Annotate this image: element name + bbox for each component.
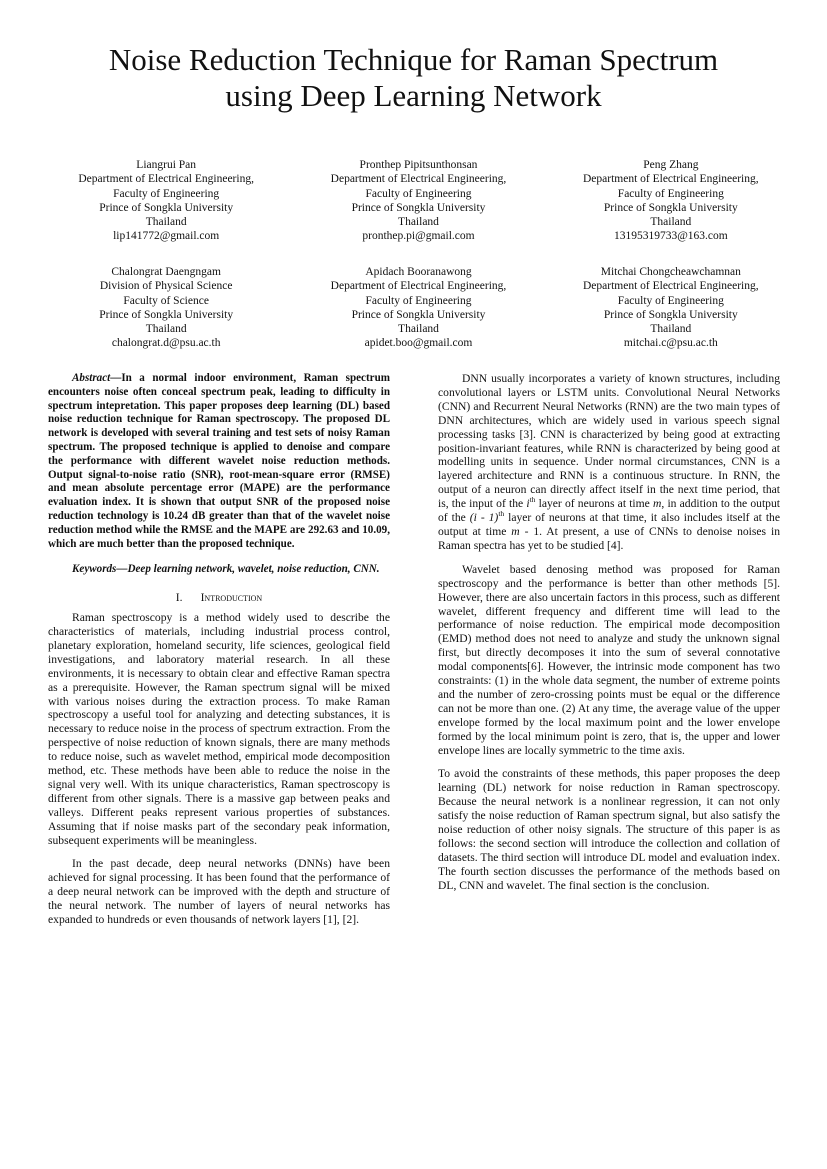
text-run: layer of neurons at that time, it also includes itself at the output at time	[438, 511, 781, 538]
author-block	[40, 158, 292, 244]
section-heading	[48, 591, 390, 605]
author-name: Apidach Booranawong	[365, 266, 472, 278]
dnn-paragraph	[438, 372, 780, 553]
author-faculty: Faculty of Engineering	[113, 187, 220, 200]
author-faculty: Faculty of Science	[123, 294, 209, 307]
author-country: Thailand	[145, 216, 187, 229]
section-title: Introduction	[200, 591, 263, 605]
title-line-2: using Deep Learning Network	[225, 78, 602, 113]
author-email: apidet.boo@gmail.com	[364, 337, 473, 350]
author-univ: Prince of Songkla University	[99, 308, 234, 321]
text-run: layer of neurons at time	[535, 497, 653, 511]
approach-paragraph: To avoid the constraints of these methods, this paper proposes the deep learning (DL) network for noise reduction in Raman spectroscopy. Because the neural network is a nonlinear regression, it can not only satisfy the noise reduction of Raman spectrum signal, but also satisfy the noise reduction of other noisy signals. The structure of this paper is as follows: the second section will introduce the collection and collation of datasets. The third section will introduce DL model and evaluation index. The fourth section discusses the performance of the methods based on DL, CNN and wavelet. The final section is the conclusion.	[438, 767, 780, 892]
paper-title	[40, 42, 787, 114]
author-block	[545, 158, 797, 244]
author-faculty: Faculty of Engineering	[617, 187, 724, 200]
author-dept: Department of Electrical Engineering,	[78, 173, 254, 186]
author-email: mitchai.c@psu.ac.th	[623, 337, 718, 350]
intro-paragraph-1: Raman spectroscopy is a method widely used to describe the characteristics of materials, including industrial process control, planetary exploration, homeland security, life sciences, geological field investigations, and laboratory material research. In all these environments, it is necessary to obtain clear and effective Raman spectra as a prerequisite. However, the Raman spectrum signal will be mixed with various noises during the extraction process. To make Raman spectroscopy a useful tool for analyzing and detecting substances, it is necessary to reduce noise in the process of spectrum extraction. From the perspective of noise reduction of known signals, there are many methods to reduce noise, such as wavelet method, empirical mode decomposition method, etc. These methods have been able to reduce the noise in the signal very well. With its unique characteristics, Raman spectroscopy is different from other signals. There is a massive gap between peaks and valleys. Different peaks represent various properties of substances. Assuming that if noise masks part of the secondary peak information, subsequent experiments will be meaningless.	[48, 611, 390, 847]
author-block	[545, 265, 797, 351]
author-univ: Prince of Songkla University	[351, 308, 486, 321]
left-column	[48, 372, 390, 927]
keywords-label: Keywords	[72, 563, 117, 576]
author-email: 13195319733@163.com	[613, 230, 728, 243]
author-country: Thailand	[398, 323, 439, 336]
author-email: lip141772@gmail.com	[113, 230, 220, 243]
author-univ: Prince of Songkla University	[99, 201, 234, 214]
author-name: Mitchai Chongcheawchamnan	[600, 266, 741, 278]
author-dept: Division of Physical Science	[99, 280, 233, 293]
text-run: - 1. At present, a use of CNNs to denoise noises in Raman spectra has yet to be studied [4].	[438, 524, 780, 552]
wavelet-paragraph: Wavelet based denosing method was proposed for Raman spectroscopy and the performance is better than other methods [5]. However, there are also uncertain factors in this process, such as different wavelet, different frequency and different time will lead to the performance of noise reduction. The empirical mode decomposition (EMD) method does not need to analyze and study the unknown signal first, but directly decomposes it into the sum of several connotative modal components[6]. However, the intrinsic mode component has two constraints: (1) in the whole data segment, the number of extreme points and the number of zero-crossing points must be equal or the difference can not be more than one. (2) At any time, the average value of the upper envelope formed by the local maximum point and the lower envelope formed by the local minimum point is zero, that is, the upper and lower envelope lines are locally symmetric to the time axis.	[438, 562, 780, 757]
author-faculty: Faculty of Engineering	[617, 294, 724, 307]
intro-paragraph-2: In the past decade, deep neural networks (DNNs) have been achieved for signal processing. It has been found that the performance of a deep neural network can be improved with the depth and structure of the neural network. The number of layers of neural networks has expanded to hundreds or even thousands of network layers [1], [2].	[48, 857, 390, 927]
author-dept: Department of Electrical Engineering,	[583, 280, 759, 293]
text-run: , in addition to the output of the	[438, 497, 780, 525]
author-country: Thailand	[145, 323, 187, 336]
author-name: Peng Zhang	[643, 159, 699, 171]
author-email: chalongrat.d@psu.ac.th	[111, 337, 221, 350]
author-row-1	[40, 158, 797, 244]
right-column	[438, 372, 780, 893]
title-line-1: Noise Reduction Technique for Raman Spectrum	[108, 42, 719, 77]
author-row-2	[40, 265, 797, 351]
author-univ: Prince of Songkla University	[603, 308, 738, 321]
author-email: pronthep.pi@gmail.com	[362, 230, 475, 243]
author-dept: Department of Electrical Engineering,	[330, 173, 507, 186]
keywords-text: —Deep learning network, wavelet, noise reduction, CNN.	[116, 563, 380, 576]
author-dept: Department of Electrical Engineering,	[583, 173, 759, 186]
author-block	[40, 265, 292, 351]
author-faculty: Faculty of Engineering	[365, 187, 472, 200]
author-dept: Department of Electrical Engineering,	[330, 280, 507, 293]
superscript-th: th	[529, 495, 536, 505]
author-univ: Prince of Songkla University	[351, 201, 486, 214]
math-i-minus-1: (i - 1)	[469, 511, 499, 525]
abstract-text: —In a normal indoor environment, Raman spectrum encounters noise often conceal spectrum peak, leading to difficulty in spectrum intepretation. This paper proposes deep learning (DL) based noise reduction technique for Raman spectroscopy. The proposed DL network is developed with several training and test sets of noisy Raman spectrum. The proposed technique is applied to denoise and compare the performance with different wavelet noise reduction methods. Output signal-to-noise ratio (SNR), root-mean-square error (RMSE) and mean absolute percentage error (MAPE) are the performance evaluation index. It is shown that output SNR of the proposed noise reduction technology is 10.24 dB greater than that of the wavelet noise reduction method while the RMSE and the MAPE are 292.63 and 10.09, which are much better than the proposed technique.	[48, 372, 390, 550]
math-i: i	[526, 497, 530, 511]
author-country: Thailand	[398, 216, 439, 229]
keywords	[48, 563, 390, 577]
math-m: m	[653, 497, 662, 511]
author-name: Chalongrat Daengngam	[111, 266, 221, 278]
author-name: Pronthep Pipitsunthonsan	[359, 159, 478, 171]
math-m: m	[511, 524, 520, 538]
author-block	[292, 265, 544, 351]
author-country: Thailand	[650, 216, 692, 229]
section-number: I.	[175, 591, 183, 605]
superscript-th: th	[498, 509, 505, 519]
abstract-label: Abstract	[72, 372, 111, 384]
author-country: Thailand	[650, 323, 692, 336]
abstract	[48, 372, 390, 551]
author-univ: Prince of Songkla University	[603, 201, 738, 214]
author-name: Liangrui Pan	[136, 159, 197, 171]
text-run: DNN usually incorporates a variety of known structures, including convolutional layers or LSTM units. Convolutional Neural Networks (CNN) and Recurrent Neural Networks (RNN) are the two main types of DNN architectures, which are widely used in various speech signal processing tasks [3]. CNN is characterized by being good at extracting position-invariant features, while RNN is characterized by being good at modelling units in sequence. Under normal circumstances, CNN is a layered architecture and RNN is a continuous structure. In RNN, the output of a neuron can directly affect itself in the next time period, that is, the input of the	[438, 372, 780, 511]
author-block	[292, 158, 544, 244]
author-faculty: Faculty of Engineering	[365, 294, 472, 307]
